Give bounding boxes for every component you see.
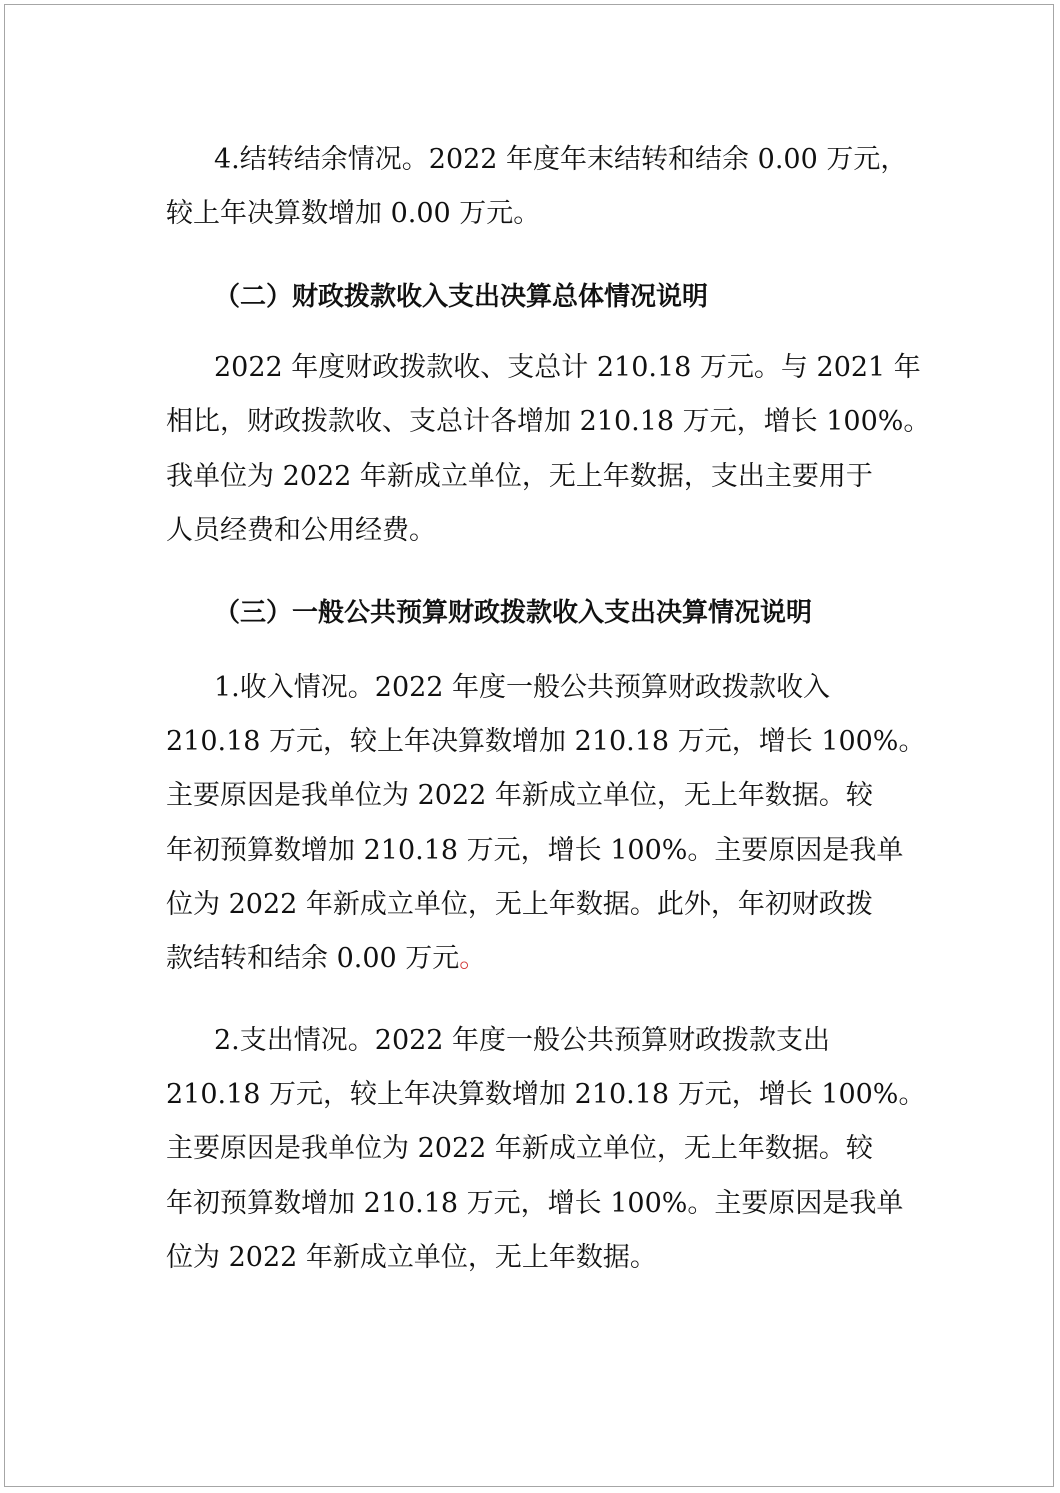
carryover-line-1: 4.结转结余情况。2022 年度年末结转和结余 0.00 万元， [214, 144, 908, 175]
overall-line-1: 2022 年度财政拨款收、支总计 210.18 万元。与 2021 年 [214, 352, 921, 383]
carryover-line-2: 较上年决算数增加 0.00 万元。 [166, 198, 541, 229]
expense-line-1: 2.支出情况。2022 年度一般公共预算财政拨款支出 [214, 1025, 831, 1056]
income-line-5: 位为 2022 年新成立单位，无上年数据。此外，年初财政拨 [166, 889, 873, 920]
overall-line-2: 相比，财政拨款收、支总计各增加 210.18 万元，增长 100%。 [166, 406, 931, 437]
expense-line-3: 主要原因是我单位为 2022 年新成立单位，无上年数据。较 [166, 1133, 873, 1164]
heading-section-3: （三）一般公共预算财政拨款收入支出决算情况说明 [214, 598, 813, 628]
income-line-3: 主要原因是我单位为 2022 年新成立单位，无上年数据。较 [166, 780, 873, 811]
overall-line-3: 我单位为 2022 年新成立单位，无上年数据，支出主要用于 [166, 461, 873, 492]
expense-line-4: 年初预算数增加 210.18 万元，增长 100%。主要原因是我单 [166, 1188, 904, 1219]
income-line-2: 210.18 万元，较上年决算数增加 210.18 万元，增长 100%。 [166, 726, 926, 757]
income-line-6 [166, 944, 486, 974]
heading-section-2: （二）财政拨款收入支出决算总体情况说明 [214, 282, 709, 312]
income-line-1: 1.收入情况。2022 年度一般公共预算财政拨款收入 [214, 672, 831, 703]
income-line-6-text: 款结转和结余 0.00 万元 [166, 943, 460, 974]
income-end-mark: 。 [459, 943, 487, 974]
expense-line-2: 210.18 万元，较上年决算数增加 210.18 万元，增长 100%。 [166, 1079, 926, 1110]
overall-line-4: 人员经费和公用经费。 [166, 515, 436, 546]
expense-line-5: 位为 2022 年新成立单位，无上年数据。 [166, 1242, 657, 1273]
income-line-4: 年初预算数增加 210.18 万元，增长 100%。主要原因是我单 [166, 835, 904, 866]
